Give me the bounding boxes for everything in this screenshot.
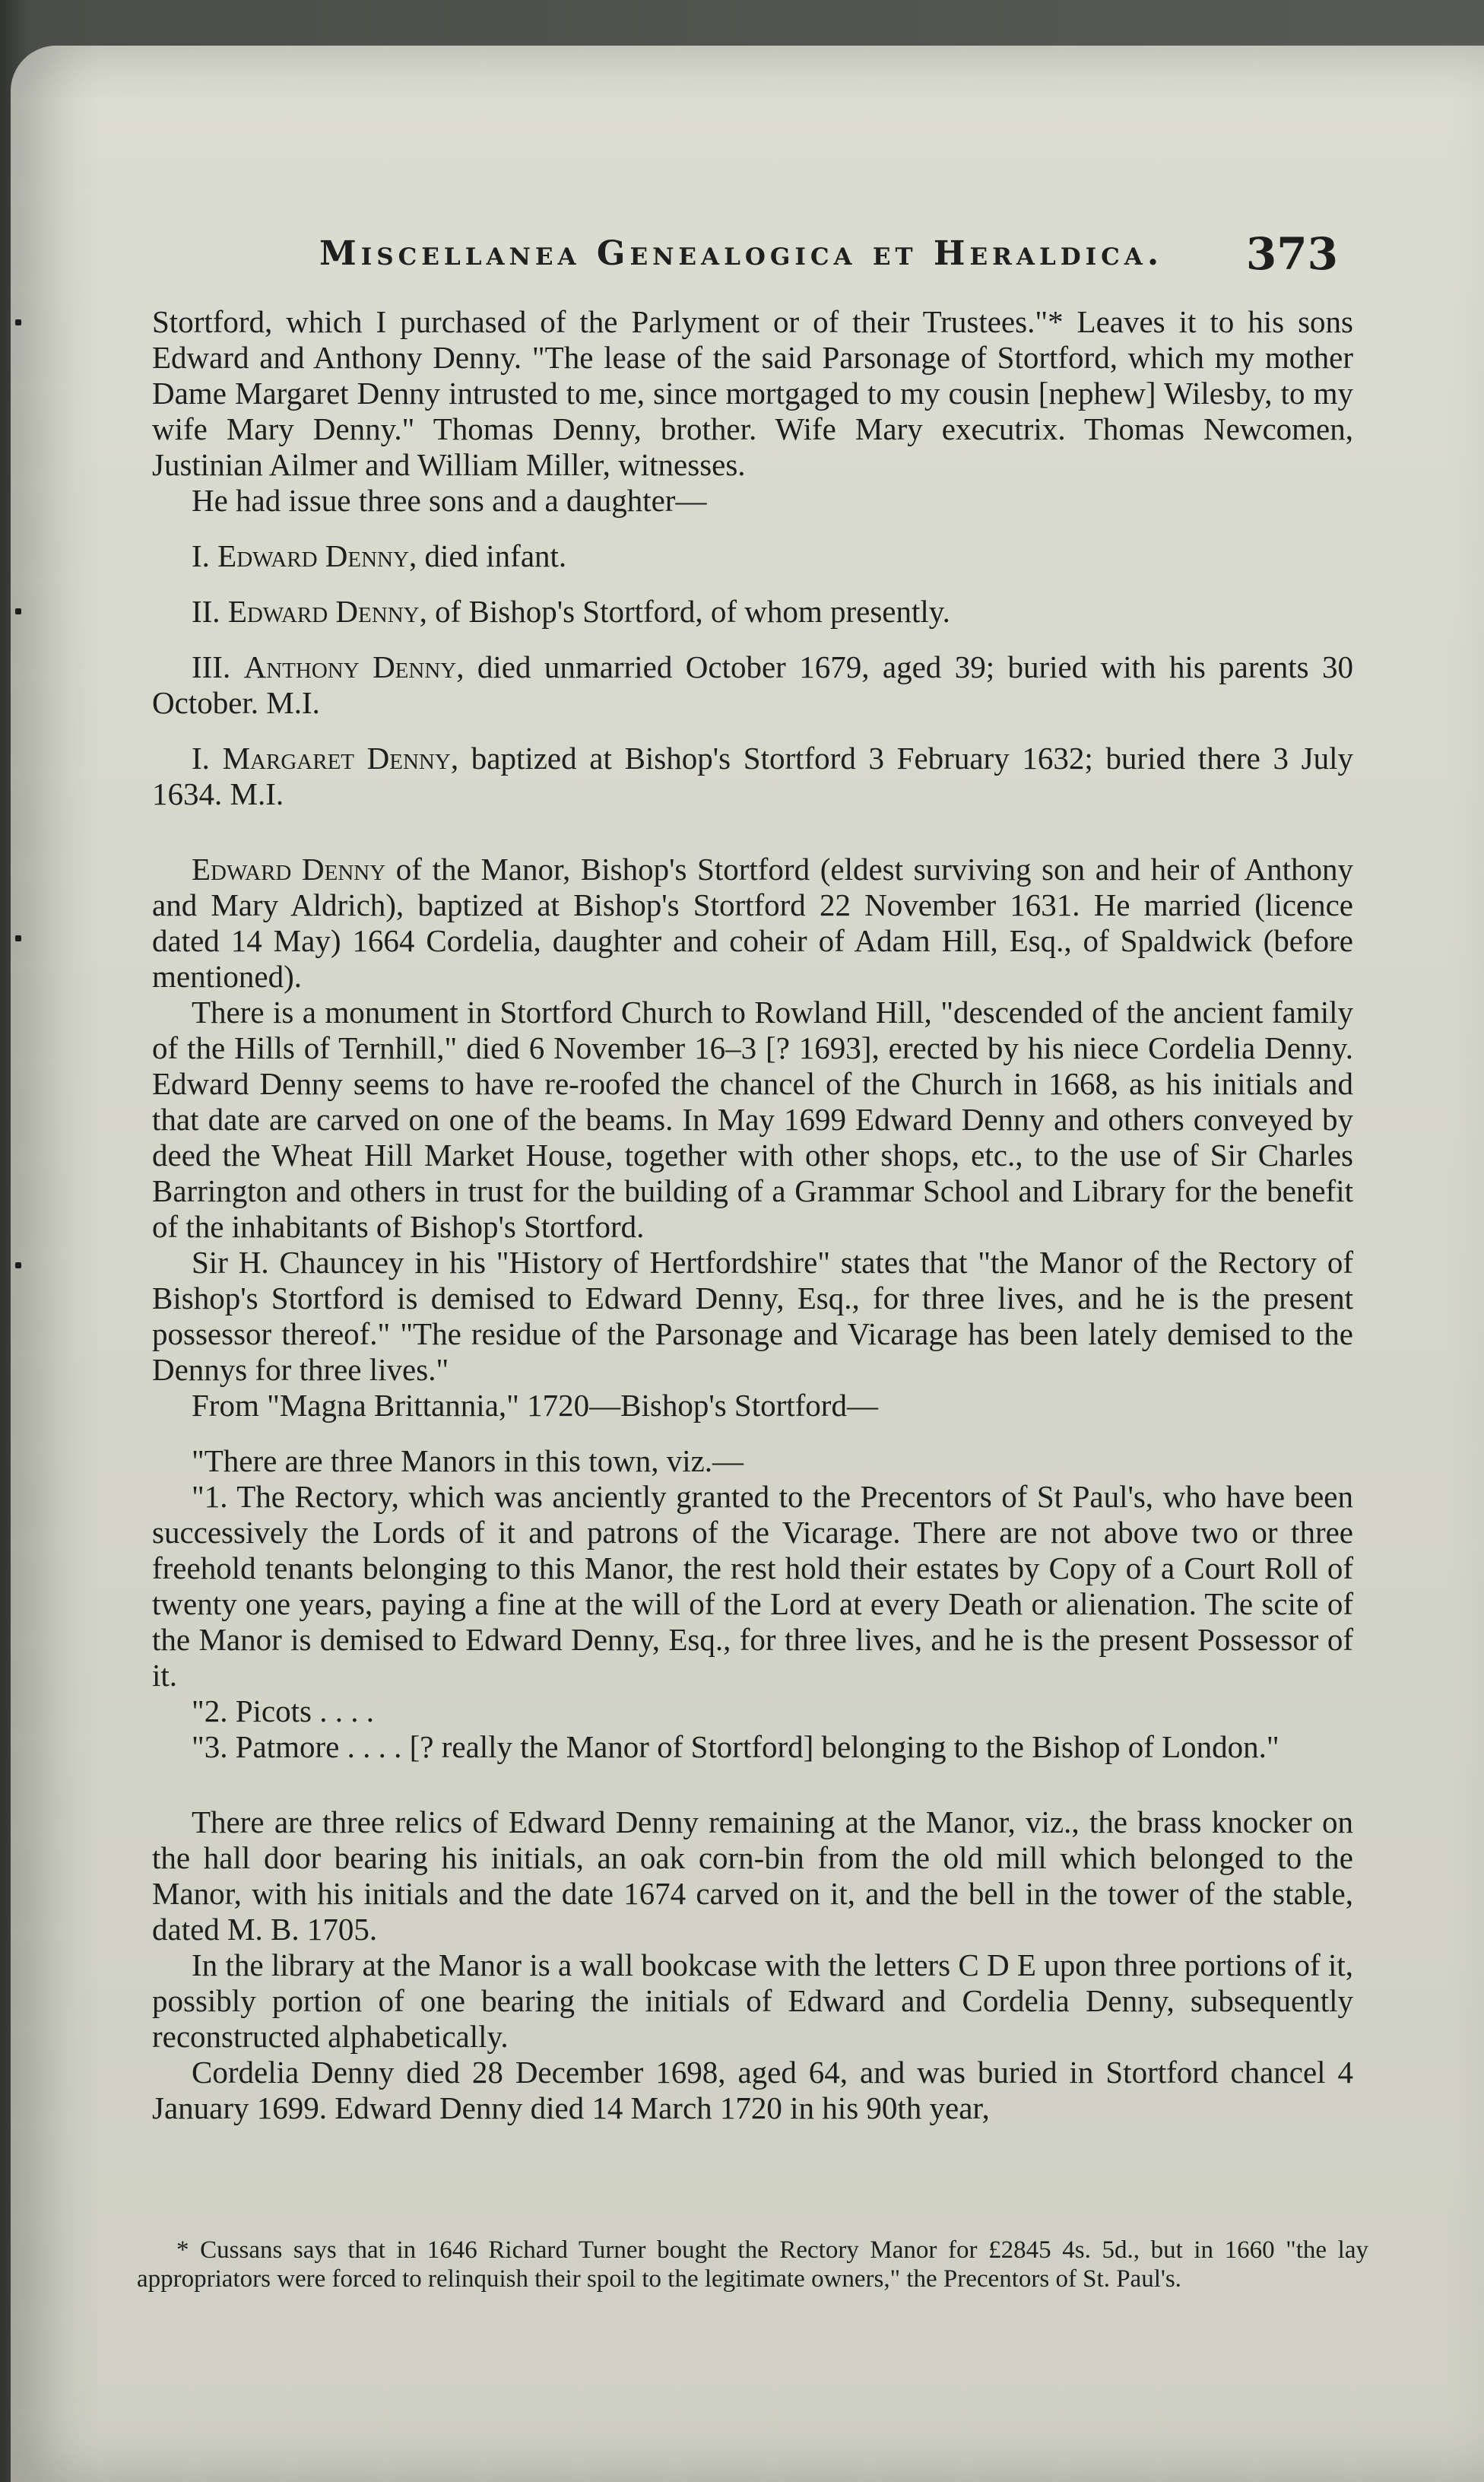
paragraph-lead-name: Edward Denny [192,852,386,887]
list-item-child-2 [152,594,1353,630]
margin-mark [15,1262,21,1268]
paragraph-will-bequest: Stortford, which I purchased of the Parlyment or of their Trustees."* Leaves it to his sons Edward and Anthony Denny. "The lease of the said Parsonage of Stortford, which my mother Dame Margaret Denny intrusted to me, since mortgaged to my cousin [nephew] Wilesby, to my wife Mary Denny." Thomas Denny, brother. Wife Mary executrix. Thomas Newcomen, Justinian Ailmer and William Miller, witnesses. [152,304,1353,482]
list-item-child-3 [152,649,1353,721]
margin-mark [15,935,21,941]
item-detail: , died unmarried October 1679, aged 39; buried with his parents 30 October. M.I. [152,649,1353,720]
quote-rectory: "1. The Rectory, which was anciently granted to the Precentors of St Paul's, who have been successively the Lords of it and patrons of the Vicarage. There are not above two or three freehold tenants belonging to this Manor, the rest hold their estates by Copy of a Court Roll of twenty one years, paying a fine at the will of the Lord at every Death or alienation. The scite of the Manor is demised to Edward Denny, Esq., for three lives, and he is the present Possessor of it. [152,1479,1353,1693]
paragraph-relics: There are three relics of Edward Denny remaining at the Manor, viz., the brass knocker on the hall door bearing his initials, an oak corn-bin from the old mill which belonged to the Manor, with his initials and the date 1674 carved on it, and the bell in the tower of the stable, dated M. B. 1705. [152,1804,1353,1947]
running-title: Miscellanea Genealogica et Heraldica. [319,234,1164,273]
paragraph-library: In the library at the Manor is a wall bookcase with the letters C D E upon three portions of it, possibly portion of one bearing the initials of Edward and Cordelia Denny, subsequently reconstructed alphabetically. [152,1947,1353,2054]
item-name: Edward Denny [217,538,409,573]
paragraph-monument: There is a monument in Stortford Church to Rowland Hill, "descended of the ancient family of the Hills of Ternhill," died 6 November 16–3 [? 1693], erected by his niece Cordelia Denny. Edward Denny seems to have re-roofed the chancel of the Church in 1668, as his initials and that date are carved on one of the beams. In May 1699 Edward Denny and others conveyed by deed the Wheat Hill Market House, together with other shops, etc., to the use of Sir Charles Barrington and others in trust for the building of a Grammar School and Library for the benefit of the inhabitants of Bishop's Stortford. [152,995,1353,1244]
item-numeral: I. [192,741,210,776]
paragraph-issue: He had issue three sons and a daughter— [192,483,707,518]
page-number: 373 [1245,228,1338,280]
quote-manors: "There are three Manors in this town, viz.— [192,1443,744,1478]
paragraph-chauncey: Sir H. Chauncey in his "History of Hertfordshire" states that "the Manor of the Rectory of Bishop's Stortford is demised to Edward Denny, Esq., for three lives, and he is the present possessor thereof." "The residue of the Parsonage and Vicarage has been lately demised to the Dennys for three lives." [152,1245,1353,1387]
margin-mark [15,319,21,325]
paragraph-text: of the Manor, Bishop's Stortford (eldest surviving son and heir of Anthony and Mary Aldrich), baptized at Bishop's Stortford 22 November 1631. He married (licence dated 14 May) 1664 Cordelia, daughter and coheir of Adam Hill, Esq., of Spaldwick (before mentioned). [152,852,1354,994]
item-name: Anthony Denny [243,649,457,684]
item-name: Edward Denny [227,594,420,629]
footnote-text: * Cussans says that in 1646 Richard Turner bought the Rectory Manor for £2845 4s. 5d., but in 1660 "the lay appropriators were forced to relinquish their spoil to the legitimate owners," the Precentors of St. Paul's. [137,2236,1368,2293]
quote-patmore: "3. Patmore . . . . [? really the Manor of Stortford] belonging to the Bishop of London." [192,1729,1279,1764]
item-numeral: II. [192,594,220,629]
item-name: Margaret Denny [222,741,451,776]
list-item-child-1 [152,538,1353,574]
item-numeral: I. [192,538,210,573]
paragraph-edward-denny [152,852,1353,995]
item-detail: , baptized at Bishop's Stortford 3 February 1632; buried there 3 July 1634. M.I. [152,741,1353,811]
quote-picots: "2. Picots . . . . [192,1693,374,1728]
item-numeral: III. [192,649,231,684]
list-item-daughter-1 [152,741,1353,812]
item-detail: , of Bishop's Stortford, of whom presently. [419,594,950,629]
body-text [152,304,1353,2126]
footnote [137,2236,1368,2293]
margin-mark [15,608,21,614]
paragraph-magna-brittannia: From "Magna Brittannia," 1720—Bishop's Stortford— [192,1388,878,1423]
paragraph-deaths: Cordelia Denny died 28 December 1698, aged 64, and was buried in Stortford chancel 4 January 1699. Edward Denny died 14 March 1720 in his 90th year, [152,2055,1353,2125]
item-detail: , died infant. [408,538,567,573]
